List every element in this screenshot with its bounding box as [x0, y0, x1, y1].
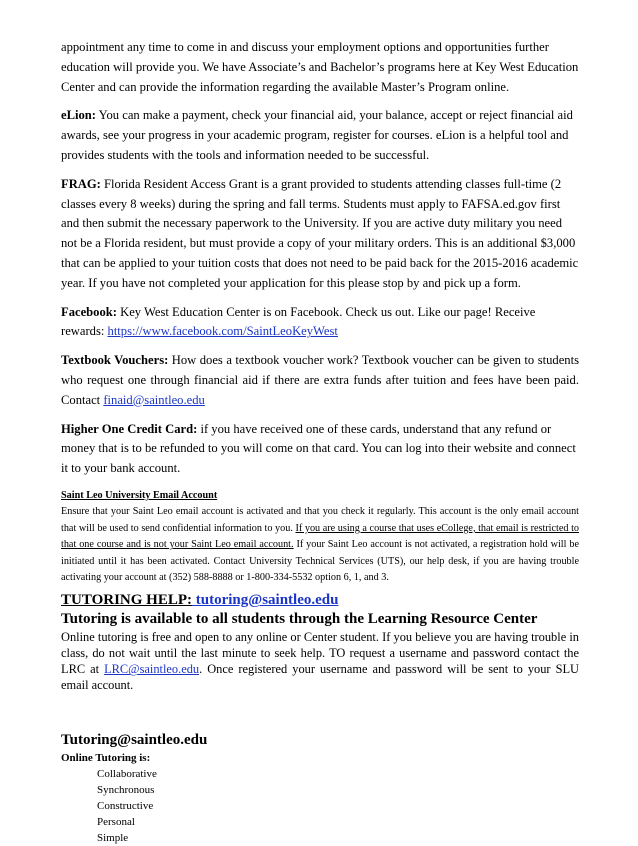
list-item: Collaborative: [97, 768, 157, 781]
frag-label: FRAG:: [61, 176, 101, 191]
textbook-text: How does a textbook voucher work? Textbook voucher can be given to students who request one through financial aid if there are extra funds after tuition and fees have been paid. Contact: [61, 353, 579, 407]
tutoring-heading-label: TUTORING HELP:: [61, 592, 192, 609]
tutoring-section: [61, 591, 579, 693]
frag-text: Florida Resident Access Grant is a grant provided to students attending classes full-time (2 classes every 8 weeks) during the spring and fall terms. Students must apply to FAFSA.ed.gov first and then submit the necessary paperwork to the University. If you are active duty military you need not be a Florida resident, but must provide a copy of your military orders. This is an additional $3,000 that can be applied to your tuition costs that does not need to be paid back for the 2015-2016 academic year. If you have not completed your application for this please stop by and pick up a form.: [61, 176, 579, 290]
tutoring-paragraph: [61, 629, 579, 693]
tutoring-heading-email[interactable]: tutoring@saintleo.edu: [192, 592, 339, 609]
email-account-section: [61, 488, 579, 586]
email-account-text1: Ensure that your Saint Leo email account is activated and that you check it regularly. This account is the only email account that will be used to send confidential information to you.: [61, 506, 579, 534]
online-tutoring-sublabel: Online Tutoring is:: [61, 752, 151, 765]
tutoring-subheading: Tutoring is available to all students through the Learning Resource Center: [61, 611, 538, 628]
elion-label: eLion:: [61, 108, 96, 123]
textbook-label: Textbook Vouchers:: [61, 353, 169, 368]
lrc-email-link[interactable]: LRC@saintleo.edu: [104, 662, 200, 677]
intro-text: appointment any time to come in and discuss your employment options and opportunities further education will provide you. We have Associate’s and Bachelor’s programs here at Key West Education Center and can provide the information regarding the available Master’s Program online.: [61, 40, 579, 94]
intro-paragraph: [61, 38, 579, 97]
facebook-link[interactable]: https://www.facebook.com/SaintLeoKeyWest: [107, 324, 338, 339]
finaid-email-link[interactable]: finaid@saintleo.edu: [103, 392, 205, 407]
online-tutoring-section: [61, 731, 579, 846]
elion-text: You can make a payment, check your financial aid, your balance, accept or reject financial aid awards, see your progress in your academic program, register for courses. eLion is a helpful tool and provides students with the tools and information needed to be successful.: [61, 108, 573, 162]
higherone-label: Higher One Credit Card:: [61, 421, 198, 436]
document-page: [61, 38, 579, 846]
facebook-text: Key West Education Center is on Facebook. Check us out. Like our page! Receive rewards:: [61, 304, 536, 339]
tutoring-text2: . Once registered your username and password will be sent to your SLU email account.: [61, 662, 579, 693]
higherone-paragraph: [61, 420, 579, 479]
email-account-underlined: If you are using a course that uses eCollege, that email is restricted to that one course and is not your Saint Leo email account.: [61, 522, 579, 551]
facebook-paragraph: [61, 303, 579, 343]
tutoring-text1: Online tutoring is free and open to any online or Center student. If you believe you are having trouble in class, do not wait until the last minute to seek help. TO request a username and password contact the LRC at: [61, 630, 579, 677]
online-tutoring-heading: Tutoring@saintleo.edu: [61, 732, 208, 749]
list-item: Personal: [97, 816, 135, 829]
email-account-text2: If your Saint Leo account is not activated, a registration hold will be initiated until it has been activated. Contact University Technical Services (UTS), our help desk, if you are having trouble activating your account at (352) 588-8888 or 1-800-334-5532 option 6, 1, and 3.: [61, 539, 579, 583]
email-account-paragraph: [61, 504, 579, 586]
email-account-heading: Saint Leo University Email Account: [61, 489, 218, 501]
frag-paragraph: [61, 175, 579, 294]
online-tutoring-list: [61, 766, 579, 846]
tutoring-heading: [61, 591, 579, 609]
list-item: Constructive: [97, 800, 154, 813]
textbook-paragraph: [61, 351, 579, 410]
higherone-text: if you have received one of these cards, understand that any refund or money that is to be refunded to you will come on that card. You can log into their website and connect it to your bank account.: [61, 421, 576, 476]
facebook-label: Facebook:: [61, 304, 117, 319]
list-item: Simple: [97, 832, 129, 845]
list-item: Synchronous: [97, 784, 155, 797]
elion-paragraph: [61, 106, 579, 165]
